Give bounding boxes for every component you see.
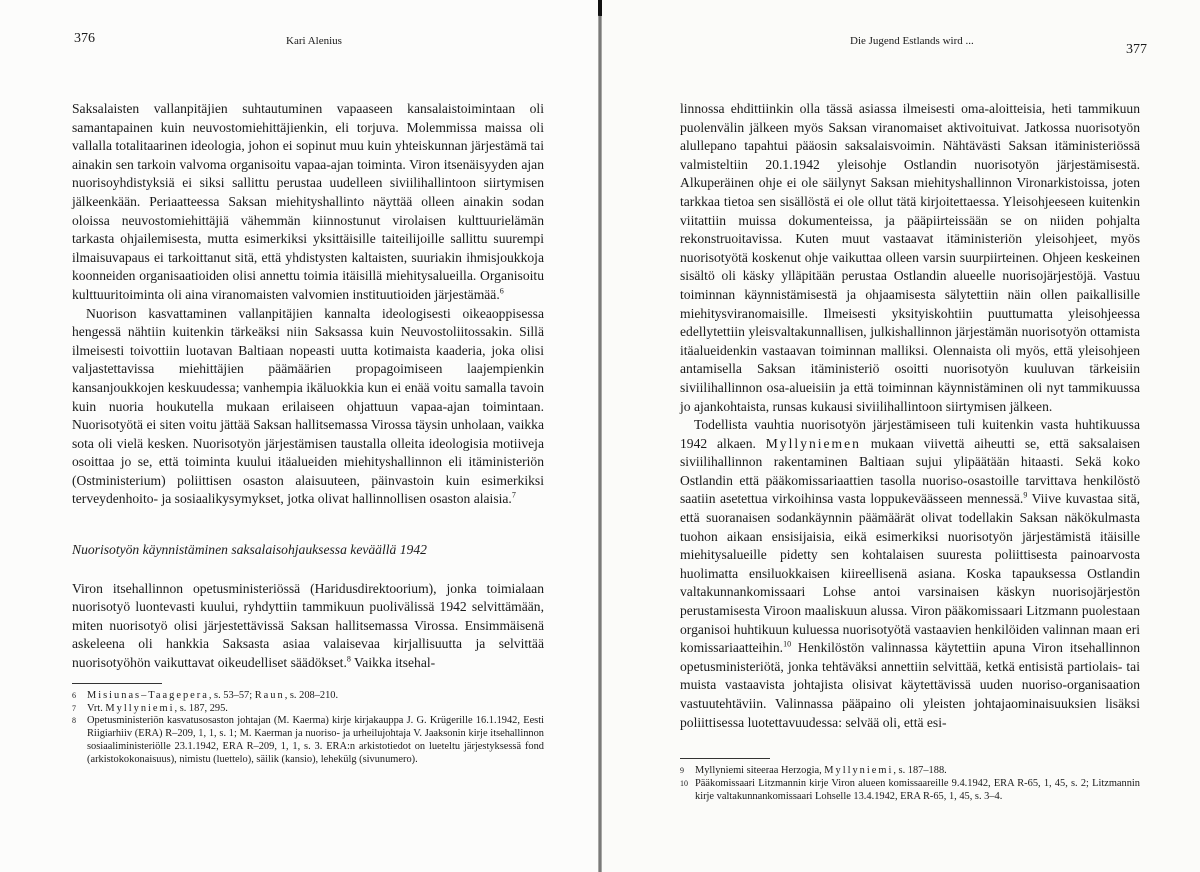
- footnotes: [72, 690, 544, 767]
- body-text: [72, 100, 544, 767]
- footnote: 8 Opetusministeriön kasvatusosaston johtajan (M. Kaerma) kirje kirjakauppa J. G. Krügerille 16.1.1942, Eesti Riigiarhiiv (ERA) R–209, 1, 1, s. 1; M. Kaerman ja nuoriso- ja urheilujohtaja V. Jaaksonin kirje itsehallinnon sosiaaliministeriölle 23.1.1942, ERA R–209, 1, 1, s. 3. ERA:n arkistotiedot on lueteltu järjestyksessä fond (arkistokokonaisuus), nimistu (luettelo), säilik (kansio), lehekülg (sivunumero).: [72, 715, 544, 766]
- section-heading: Nuorisotyön käynnistäminen saksalaisohjauksessa keväällä 1942: [72, 542, 427, 558]
- footnote: 10 Pääkomissaari Litzmannin kirje Viron alueen komissaareille 9.4.1942, ERA R-65, 1, 45, s. 2; Litzmannin kirje valtakunnankomissaari Lohselle 13.4.1942, ERA R-65, 1, 45, s. 3–4.: [680, 778, 1140, 802]
- footnote: 6 Misiunas–Taagepera, s. 53–57; Raun, s. 208–210.: [72, 689, 339, 701]
- footnotes: [680, 765, 1140, 804]
- footnote-ref[interactable]: 6: [499, 286, 504, 296]
- running-head: Kari Alenius: [286, 35, 342, 47]
- right-page: [602, 0, 1200, 872]
- footnote: 7 Vrt. Myllyniemi, s. 187, 295.: [72, 702, 228, 714]
- footnote: 9 Myllyniemi siteeraa Herzogia, Myllyniemi, s. 187–188.: [680, 765, 947, 777]
- paragraph: Saksalaisten vallanpitäjien suhtautuminen vapaaseen kansalaistoimintaan oli samantapainen kuin neuvostomiehittäjienkin, eli torjuva. Molemmissa maissa oli vallalla totalitaarinen ideologia, johon ei sopinut muu kuin yhteiskunnan järjestämä tai ainakin sen tarkoin valvoma organisoitu vapaa-ajan toiminta. Viron itsenäisyyden ajan nuorisoyhdistyksiä ei siksi sallittu perustaa uudelleen siviilihallintoon siirtymisen jälkeenkään. Periaatteessa Saksan miehityshallinto näyttää olleen ainakin sodan oloissa neuvostomiehittäjiä vähemmän kiinnostunut virolaisen kulttuurielämän tarkasta ohjailemisesta, mutta esimerkiksi yksittäisille taiteilijoille sallittu suurempi ilmaisuvapaus ei tarkoittanut sitä, että yhdistysten kaltaisten, suuriakin ihmisjoukkoja koonneiden organisaatioiden olisi annettu toimia itäisillä miehitysalueilla. Organisoitu kulttuuritoiminta oli aina viranomaisten valvomien instituutioiden järjestämää.$^6$: [72, 101, 544, 302]
- page-number: 376: [74, 31, 95, 46]
- paragraph: Viron itsehallinnon opetusministeriössä (Haridusdirektoorium), jonka toimialaan nuorisotyö luontevasti kuului, ryhdyttiin tammikuun puolivälissä 1942 selvittämään, miten nuorisotyö olisi järjestettävissä Saksan hallitsemassa Virossa. Ensimmäisenä askeleena oli hankkia Saksasta asiaa valaisevaa kirjallisuutta ja selvittää nuorisotyöhön vaikuttavat oikeudelliset säädökset.$^8$ Vaikka itsehal-: [72, 580, 544, 671]
- body-text: [680, 100, 1140, 804]
- footnote-ref[interactable]: 8: [346, 654, 351, 664]
- paragraph: linnossa ehdittiinkin olla tässä asiassa ilmeisesti oma-aloitteisia, heti tammikuun puolenvälin jälkeen myös Saksan viranomaiset aktivoituivat. Jatkossa nuorisotyön alullepano tapahtui pääosin saksalaisvoimin. Nähtävästi Saksan itäministeriössä valmisteltiin 20.1.1942 yleisohje Ostlandin nuorisotyön järjestämisestä. Alkuperäinen ohje ei ole säilynyt Saksan miehityshallinnon Vironarkistoissa, joten tarkkaa tietoa sen sisällöstä ei ole ollut tätä kirjoitettaessa. Yleisohjeeseen kuitenkin viitattiin muissa dokumenteissa, ja pääpiirteissään se on niiden pohjalta rekonstruoitavissa. Kuten muut vastaavat itäministeriön yleisohjeet, myös nuorisotyötä koskenut ohje vaikuttaa olleen varsin suurpiirteinen. Ohjeen keskeinen sisältö oli käsky ylläpitään perustaa Ostlandin alueelle nuorisojärjestöjä. Vastuu toiminnan käynnistämisestä ja ohjaamisesta sälytettiin näin ollen paikallisille miehitysviranomaisille. Ilmeisesti yksityiskohtiin puuttumatta yleisohjeessa edellytettiin yleisvaltakunnallisen, julkishallinnon järjestämän nuorisotyön ottamista itäalueidenkin vastaavan toiminnan malliksi. Olennaista oli myös, että yleisohjeen antamisella Saksan itäministeriö osoitti nuorisotyön kuuluvan tärkeisiin siviilihallinnon osa-alueisiin ja että toiminnan käynnistäminen oli nyt tammikuussa jo ajankohtaista, runsas kukausi siviilihallintoon siirtymisen jälkeen.: [680, 101, 1140, 414]
- page-number: 377: [1126, 42, 1147, 57]
- footnote-ref[interactable]: 10: [783, 639, 792, 649]
- running-head: Die Jugend Estlands wird ...: [850, 35, 974, 47]
- footnote-rule: [680, 758, 770, 759]
- footnote-rule: [72, 683, 162, 684]
- left-page: [0, 0, 598, 872]
- footnote-ref[interactable]: 7: [511, 490, 516, 500]
- paragraph: Todellista vauhtia nuorisotyön järjestämiseen tuli kuitenkin vasta huhtikuussa 1942 alkaen. Myllyniemen mukaan viivettä aiheutti se, että saksalaisen siviilihallinnon rakentaminen Baltiaan sujui ylipäätään hitaasti. Sekä koko Ostlandin että pääkomissariaattien tasolla nuoriso-osastoille tarvittava henkilöstö saatiin asetettua virkoihinsa vasta loppukeväässeen mennessä.$^9$ Viive kuvastaa sitä, että suoranaisen sodankäynnin päämäärät olivat todellakin Saksan näkökulmasta tuohon aikaan ensisijaisia, eikä esimerkiksi nuorisotyön järjestämistä itäisille miehitysalueille pidetty sen kohtalaisen suuresta poliittisesta painoarvosta huolimatta ensiluokkaisen kiireellisenä asiana. Koska tapauksessa Ostlandin valtakunnankomissaari Lohse antoi varsinaisen käskyn nuorisojärjestön perustamisesta Viroon maaliskuun alussa. Viron pääkomissaari Litzmann puolestaan organisoi huhtikuun kuluessa nuorisotyötä vastaavien henkilöiden valinnan maan eri komissariaatteihin.$^{10}$ Henkilöstön valinnassa käytettiin apuna Viron itsehallinnon opetusministeriötä, jonka tehtäväksi annettiin selvittää, ketkä entisistä partiolais- tai muista vastaavista johtajista olisivat käytettävissä uuden nuoriso-organisaation vastuutehtäviin. Valinnassa pääpaino oli yleisten johtajaominaisuuksien lisäksi poliittisessa luotettavuudessa: selvää oli, että esi-: [680, 417, 1140, 730]
- paragraph: Nuorison kasvattaminen vallanpitäjien kannalta ideologisesti oikeaoppisessa hengessä nähtiin kuitenkin tärkeäksi niin Saksassa kuin Neuvostoliitossakin. Sillä ilmeisesti toivottiin luotavan Baltiaan nopeasti uutta kotimaista kaaderia, joka olisi valjastettavissa miehittäjien päämäärien propagoimiseen laajempienkin kansanjoukkojen keskuudessa; vanhempia ikäluokkia kun ei enää voitu samalla tavoin kuin nuoria houkutella mukaan erilaiseen ohjattuun vapaa-ajan toimintaan. Nuorisotyötä ei siten voitu jättää Saksan hallitsemassa Virossa täysin unholaan, vaikka sota oli vielä kesken. Nuorisotyön järjestämisen taustalla olleita ideologisia motiiveja osoittaa jo se, että toiminta kuului itäalueiden miehityshallinnon eli itäministeriön (Ostministerium) poliittisen osaston alaisuuteen, päinvastoin kuin esimerkiksi terveydenhoito- ja sosiaalikysymykset, jotka olivat hallinnollisen osaston alaisia.$^7$: [72, 305, 544, 507]
- footnote-ref[interactable]: 9: [1023, 490, 1028, 500]
